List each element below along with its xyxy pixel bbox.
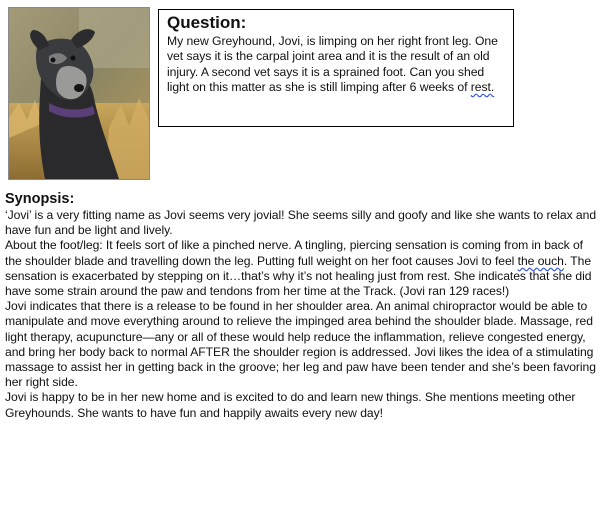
synopsis-section (5, 191, 597, 421)
greyhound-illustration (9, 8, 149, 179)
synopsis-paragraph-3: Jovi indicates that there is a release to be found in her shoulder area. An animal chiropractor would be able to manipulate and move everything around to relieve the impinged area behind the shoulder blade. Massage, red light therapy, acupuncture—any or all of these would help reduce the inflammation, relieve congested energy, and bring her body back to normal AFTER the shoulder region is addressed. Jovi likes the idea of a stimulating massage to assist her in getting back in the groove; her leg and paw have been tender and she’s been favoring her right side. (5, 299, 596, 390)
greyhound-photo (8, 7, 150, 180)
question-text (167, 34, 505, 95)
synopsis-paragraph-2 (5, 238, 597, 299)
synopsis-p2-spell: the ouch (517, 253, 564, 268)
synopsis-p2-start: About the foot/leg: It feels sort of like a pinched nerve. A tingling, piercing sensation is coming from in back of the shoulder blade and travelling down the leg. Putting full weight on her foot causes Jovi to feel (5, 238, 584, 268)
synopsis-p2-end: . The sensation is exacerbated by stepping on it…that’s why it’s not healing just from rest. She indicates that she did have some strain around the paw and tendons from her time at the Track. (Jovi ran 129 races!) (5, 253, 592, 299)
question-title: Question: (167, 13, 247, 32)
question-text-end: rest. (470, 79, 495, 94)
question-box (158, 9, 514, 127)
synopsis-paragraph-1: ‘Jovi’ is a very fitting name as Jovi seems very jovial! She seems silly and goofy and like she wants to relax and have fun and be light and lively. (5, 208, 597, 238)
synopsis-title: Synopsis: (5, 191, 75, 207)
synopsis-paragraph-4: Jovi is happy to be in her new home and is excited to do and learn new things. She mentions meeting other Greyhounds. She wants to have fun and happily awaits every new day! (5, 390, 576, 420)
question-text-main: My new Greyhound, Jovi, is limping on her right front leg. One vet says it is the carpal joint area and it is the result of an old injury. A second vet says it is a sprained foot. Can you shed light on this matter as she is still limping after 6 weeks of (167, 34, 498, 94)
